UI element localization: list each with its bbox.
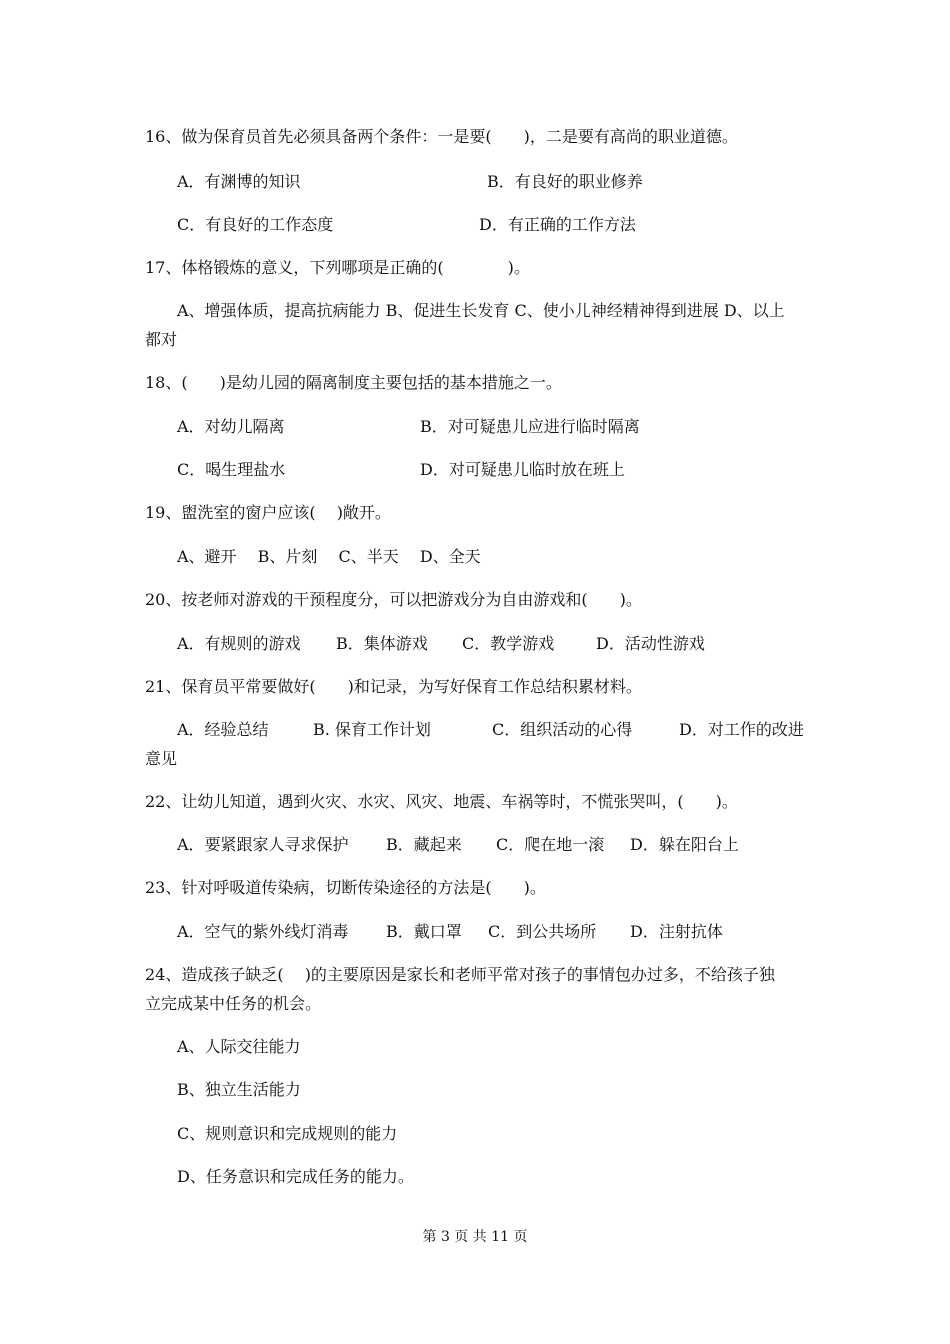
question-23-option-a: A．空气的紫外线灯消毒: [177, 922, 349, 941]
question-24-stem-continued: 立完成某中任务的机会。: [145, 994, 322, 1013]
question-20-option-c: C．教学游戏: [462, 634, 555, 653]
question-23-option-c: C．到公共场所: [488, 922, 597, 941]
question-18-option-d: D．对可疑患儿临时放在班上: [420, 460, 625, 479]
page-number-footer: 第 3 页 共 11 页: [422, 1229, 528, 1245]
question-16-option-c: C．有良好的工作态度: [177, 215, 334, 234]
question-21-option-d: D．对工作的改进: [679, 720, 804, 739]
question-18-stem: 18、( )是幼儿园的隔离制度主要包括的基本措施之一。: [145, 373, 562, 392]
question-17-options-continued: 都对: [145, 330, 178, 349]
question-17-stem: 17、体格锻炼的意义，下列哪项是正确的( )。: [145, 258, 530, 277]
question-22-option-b: B．藏起来: [386, 835, 462, 854]
question-23-option-b: B．戴口罩: [386, 922, 462, 941]
question-17-options: A、增强体质，提高抗病能力 B、促进生长发育 C、使小儿神经精神得到进展 D、以上: [177, 301, 785, 320]
question-20-stem: 20、按老师对游戏的干预程度分，可以把游戏分为自由游戏和( )。: [145, 590, 642, 609]
question-22-stem: 22、让幼儿知道，遇到火灾、水灾、风灾、地震、车祸等时，不慌张哭叫，( )。: [145, 792, 738, 811]
question-22-option-a: A．要紧跟家人寻求保护: [177, 835, 349, 854]
question-16-option-d: D．有正确的工作方法: [479, 215, 636, 234]
question-21-option-a: A．经验总结: [177, 720, 269, 739]
question-18-option-a: A．对幼儿隔离: [177, 417, 285, 436]
question-21-option-b: B. 保育工作计划: [313, 720, 431, 739]
question-19-options: A、避开 B、片刻 C、半天 D、全天: [177, 547, 481, 566]
question-24-stem: 24、造成孩子缺乏( )的主要原因是家长和老师平常对孩子的事情包办过多，不给孩子独: [145, 965, 775, 984]
question-22-option-c: C．爬在地一滚: [496, 835, 605, 854]
question-20-option-d: D．活动性游戏: [596, 634, 705, 653]
question-16-option-a: A．有渊博的知识: [177, 172, 301, 191]
question-16-stem: 16、做为保育员首先必须具备两个条件：一是要( )，二是要有高尚的职业道德。: [145, 127, 738, 146]
question-21-option-c: C．组织活动的心得: [492, 720, 633, 739]
question-18-option-b: B．对可疑患儿应进行临时隔离: [420, 417, 640, 436]
question-18-option-c: C．喝生理盐水: [177, 460, 286, 479]
question-21-options-continued: 意见: [145, 749, 178, 768]
question-23-stem: 23、针对呼吸道传染病，切断传染途径的方法是( )。: [145, 878, 546, 897]
question-24-option-b: B、独立生活能力: [177, 1080, 301, 1099]
question-19-stem: 19、盥洗室的窗户应该( )敞开。: [145, 503, 391, 522]
question-21-stem: 21、保育员平常要做好( )和记录，为写好保育工作总结积累材料。: [145, 677, 642, 696]
question-24-option-c: C、规则意识和完成规则的能力: [177, 1124, 398, 1143]
question-24-option-d: D、任务意识和完成任务的能力。: [177, 1167, 414, 1186]
question-23-option-d: D．注射抗体: [630, 922, 723, 941]
question-20-option-a: A．有规则的游戏: [177, 634, 301, 653]
question-20-option-b: B．集体游戏: [336, 634, 428, 653]
question-22-option-d: D．躲在阳台上: [630, 835, 739, 854]
question-16-option-b: B．有良好的职业修养: [487, 172, 643, 191]
question-24-option-a: A、人际交往能力: [177, 1037, 301, 1056]
